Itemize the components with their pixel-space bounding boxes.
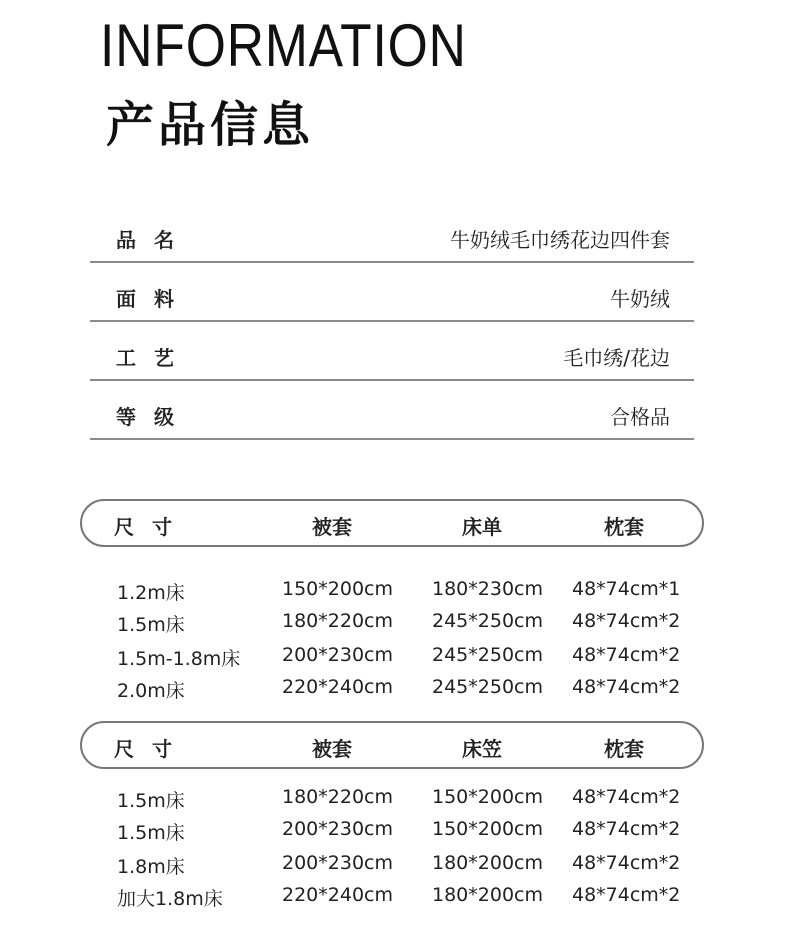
header-duvet: 被套 xyxy=(312,515,352,539)
cell-duvet: 220*240cm xyxy=(282,676,393,698)
cell-pillowcase: 48*74cm*2 xyxy=(572,610,681,632)
cell-size: 1.2m床 xyxy=(117,582,185,604)
cell-duvet: 180*220cm xyxy=(282,786,393,808)
table-row xyxy=(0,610,790,640)
cell-pillowcase: 48*74cm*2 xyxy=(572,644,681,666)
cell-duvet: 180*220cm xyxy=(282,610,393,632)
header-size: 尺寸 xyxy=(114,515,190,539)
cell-fitted-sheet: 180*200cm xyxy=(432,852,543,874)
table-row xyxy=(0,852,790,882)
chinese-title: 产品信息 xyxy=(106,97,315,153)
cell-pillowcase: 48*74cm*2 xyxy=(572,818,681,840)
info-label: 工艺 xyxy=(116,346,192,370)
cell-pillowcase: 48*74cm*2 xyxy=(572,786,681,808)
header-pillowcase: 枕套 xyxy=(604,737,644,761)
cell-fitted-sheet: 180*200cm xyxy=(432,884,543,906)
cell-fitted-sheet: 150*200cm xyxy=(432,818,543,840)
header-size: 尺寸 xyxy=(114,737,190,761)
cell-size: 加大1.8m床 xyxy=(117,888,223,910)
size-table-1-header xyxy=(80,499,704,547)
cell-size: 1.8m床 xyxy=(117,856,185,878)
cell-duvet: 220*240cm xyxy=(282,884,393,906)
info-value: 牛奶绒 xyxy=(610,287,670,311)
size-table-2-header xyxy=(80,721,704,769)
cell-sheet: 245*250cm xyxy=(432,644,543,666)
header-sheet: 床单 xyxy=(462,515,502,539)
header-duvet: 被套 xyxy=(312,737,352,761)
cell-size: 1.5m床 xyxy=(117,614,185,636)
cell-duvet: 200*230cm xyxy=(282,644,393,666)
cell-sheet: 180*230cm xyxy=(432,578,543,600)
info-label: 等级 xyxy=(116,405,192,429)
table-row xyxy=(0,578,790,608)
table-row xyxy=(0,676,790,706)
cell-sheet: 245*250cm xyxy=(432,676,543,698)
cell-sheet: 245*250cm xyxy=(432,610,543,632)
cell-size: 2.0m床 xyxy=(117,680,185,702)
cell-pillowcase: 48*74cm*1 xyxy=(572,578,681,600)
english-title: INFORMATION xyxy=(100,12,467,79)
info-value: 毛巾绣/花边 xyxy=(563,346,670,370)
table-row xyxy=(0,644,790,674)
cell-size: 1.5m床 xyxy=(117,790,185,812)
info-value: 牛奶绒毛巾绣花边四件套 xyxy=(450,228,670,252)
info-row-grade xyxy=(90,381,694,440)
cell-size: 1.5m床 xyxy=(117,822,185,844)
info-row-craft xyxy=(90,322,694,381)
cell-pillowcase: 48*74cm*2 xyxy=(572,852,681,874)
cell-pillowcase: 48*74cm*2 xyxy=(572,676,681,698)
info-value: 合格品 xyxy=(610,405,670,429)
info-row-name xyxy=(90,214,694,263)
info-row-fabric xyxy=(90,263,694,322)
cell-duvet: 150*200cm xyxy=(282,578,393,600)
header-fitted-sheet: 床笠 xyxy=(462,737,502,761)
table-row xyxy=(0,786,790,816)
cell-pillowcase: 48*74cm*2 xyxy=(572,884,681,906)
table-row xyxy=(0,884,790,914)
cell-size: 1.5m-1.8m床 xyxy=(117,648,241,670)
info-label: 品名 xyxy=(116,228,192,252)
cell-fitted-sheet: 150*200cm xyxy=(432,786,543,808)
cell-duvet: 200*230cm xyxy=(282,818,393,840)
cell-duvet: 200*230cm xyxy=(282,852,393,874)
info-list xyxy=(90,214,694,440)
header-pillowcase: 枕套 xyxy=(604,515,644,539)
table-row xyxy=(0,818,790,848)
info-label: 面料 xyxy=(116,287,192,311)
